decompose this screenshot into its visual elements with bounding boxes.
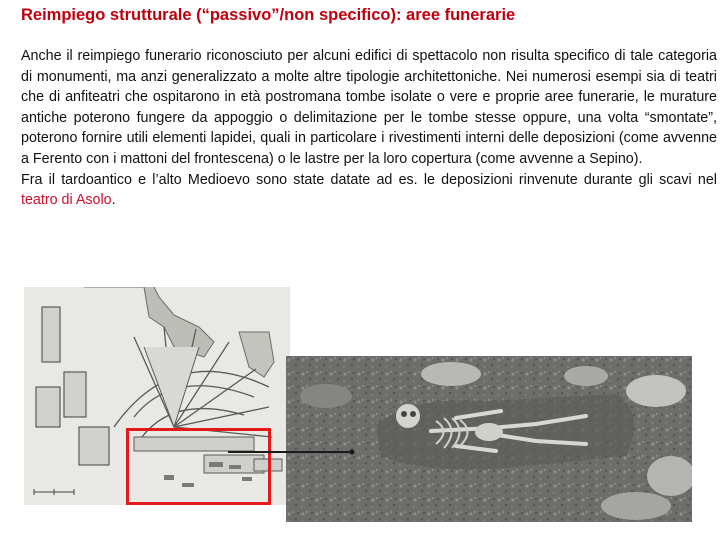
paragraph-2 <box>21 170 717 211</box>
teatro-asolo-link[interactable]: teatro di Asolo <box>21 192 112 209</box>
burial-photo-drawing <box>286 356 692 522</box>
body-text <box>21 46 717 211</box>
paragraph-2-end: . <box>111 192 116 209</box>
burial-photo <box>286 356 692 522</box>
highlight-box <box>126 428 271 505</box>
paragraph-1: Anche il reimpiego funerario riconosciuto per alcuni edifici di spettacolo non risulta specifico di tale categoria di monumenti, ma anzi generalizzato a molte altre tipologie architettoniche. Nei numerosi esempi sia di teatri che di anfiteatri che ospitarono in età postromana tombe isolate o vere e proprie aree funerarie, le murature antiche poterono fungere da appoggio o delimitazione per le tombe stesse oppure, una volta “smontate”, poterono fornire utili elementi lapidei, quali in particolare i rivestimenti interni delle deposizioni (come avvenne a Ferento con i mattoni del frontescena) o le lastre per la loro copertura (come avvenne a Sepino). <box>21 48 717 167</box>
slide-title: Reimpiego strutturale (“passivo”/non specifico): aree funerarie <box>21 6 516 24</box>
paragraph-2-text: Fra il tardoantico e l’alto Medioevo sono state datate ad es. le deposizioni rinvenute durante gli scavi nel <box>21 171 717 188</box>
